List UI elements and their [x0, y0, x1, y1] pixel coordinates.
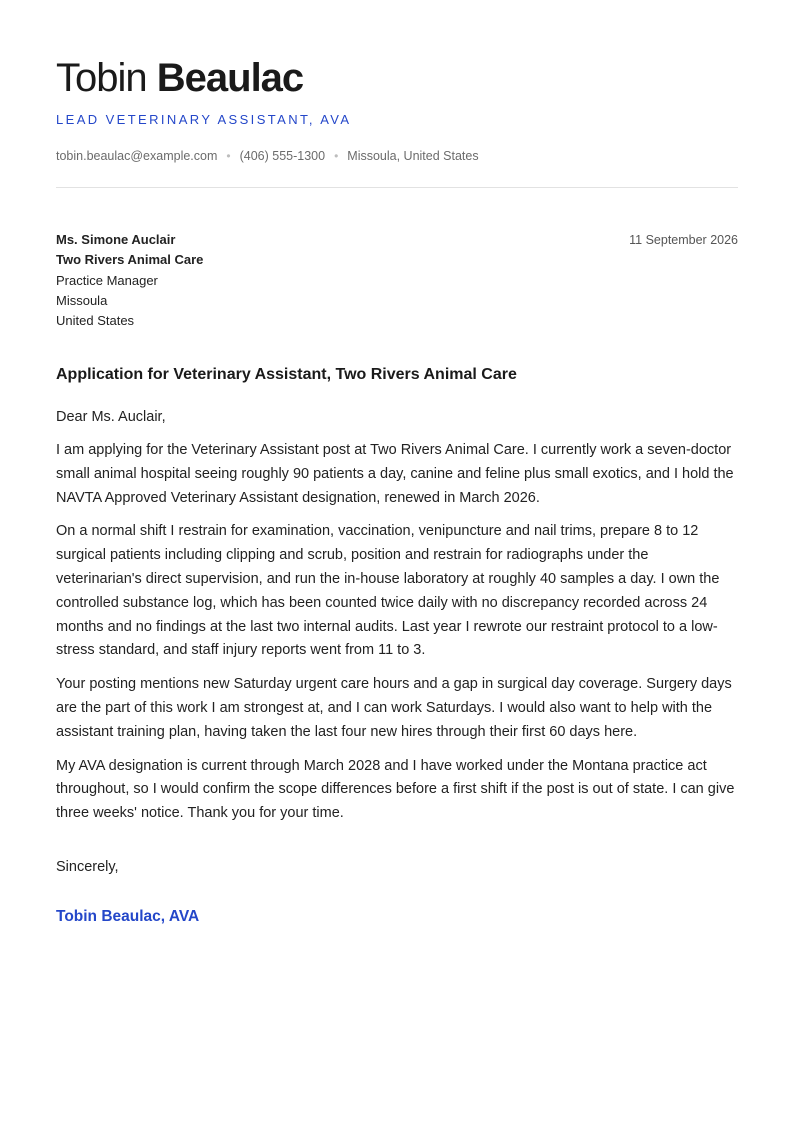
recipient-role: Practice Manager	[56, 272, 158, 288]
letter-subject: Application for Veterinary Assistant, Two Rivers Animal Care	[56, 366, 517, 383]
last-name: Beaulac	[156, 56, 304, 100]
contact-line	[56, 147, 738, 165]
signature: Tobin Beaulac, AVA	[56, 907, 200, 925]
job-title: LEAD VETERINARY ASSISTANT, AVA	[56, 112, 352, 127]
applicant-name	[56, 54, 738, 102]
email-text: tobin.beaulac@example.com	[56, 149, 218, 163]
address-block	[56, 230, 738, 330]
body-paragraph: My AVA designation is current through March 2028 and I have worked under the Montana practice act throughout, so I would confirm the scope differences before a first shift if the post is out of state. I can give three weeks' notice. Thank you for your time.	[56, 757, 735, 822]
location-text: Missoula, United States	[347, 149, 479, 163]
separator-dot: •	[334, 149, 339, 163]
body-paragraph: Your posting mentions new Saturday urgent care hours and a gap in surgical day coverage. Surgery days are the part of this work I am strongest at, and I can work Saturdays. I would also want to help with the assistant training plan, having taken the last four new hires through their first 60 days here.	[56, 676, 732, 740]
letter-date: 11 September 2026	[629, 233, 738, 247]
recipient-company: Two Rivers Animal Care	[56, 252, 204, 268]
first-name: Tobin	[56, 56, 147, 100]
header-divider	[56, 187, 738, 188]
body-paragraph: On a normal shift I restrain for examination, vaccination, venipuncture and nail trims, prepare 8 to 12 surgical patients including clipping and scrub, position and restrain for radiographs under the veterinarian's direct supervision, and run the in-house laboratory at roughly 40 samples a day. I own the controlled substance log, which has been counted twice daily with no discrepancy recorded across 24 months and no findings at the last two internal audits. Last year I rewrote our restraint protocol to a low-stress standard, and staff injury reports went from 11 to 3.	[56, 523, 720, 659]
body-paragraph: I am applying for the Veterinary Assistant post at Two Rivers Animal Care. I currently work a seven-doctor small animal hospital seeing roughly 90 patients a day, canine and feline plus small exotics, and I hold the NAVTA Approved Veterinary Assistant designation, renewed in March 2026.	[56, 442, 734, 506]
recipient-name: Ms. Simone Auclair	[56, 232, 176, 247]
phone-text: (406) 555-1300	[239, 149, 326, 163]
separator-dot: •	[226, 149, 231, 163]
recipient-city: Missoula	[56, 292, 108, 308]
salutation: Dear Ms. Auclair,	[56, 409, 166, 425]
closing: Sincerely,	[56, 858, 119, 875]
recipient-country: United States	[56, 313, 135, 329]
